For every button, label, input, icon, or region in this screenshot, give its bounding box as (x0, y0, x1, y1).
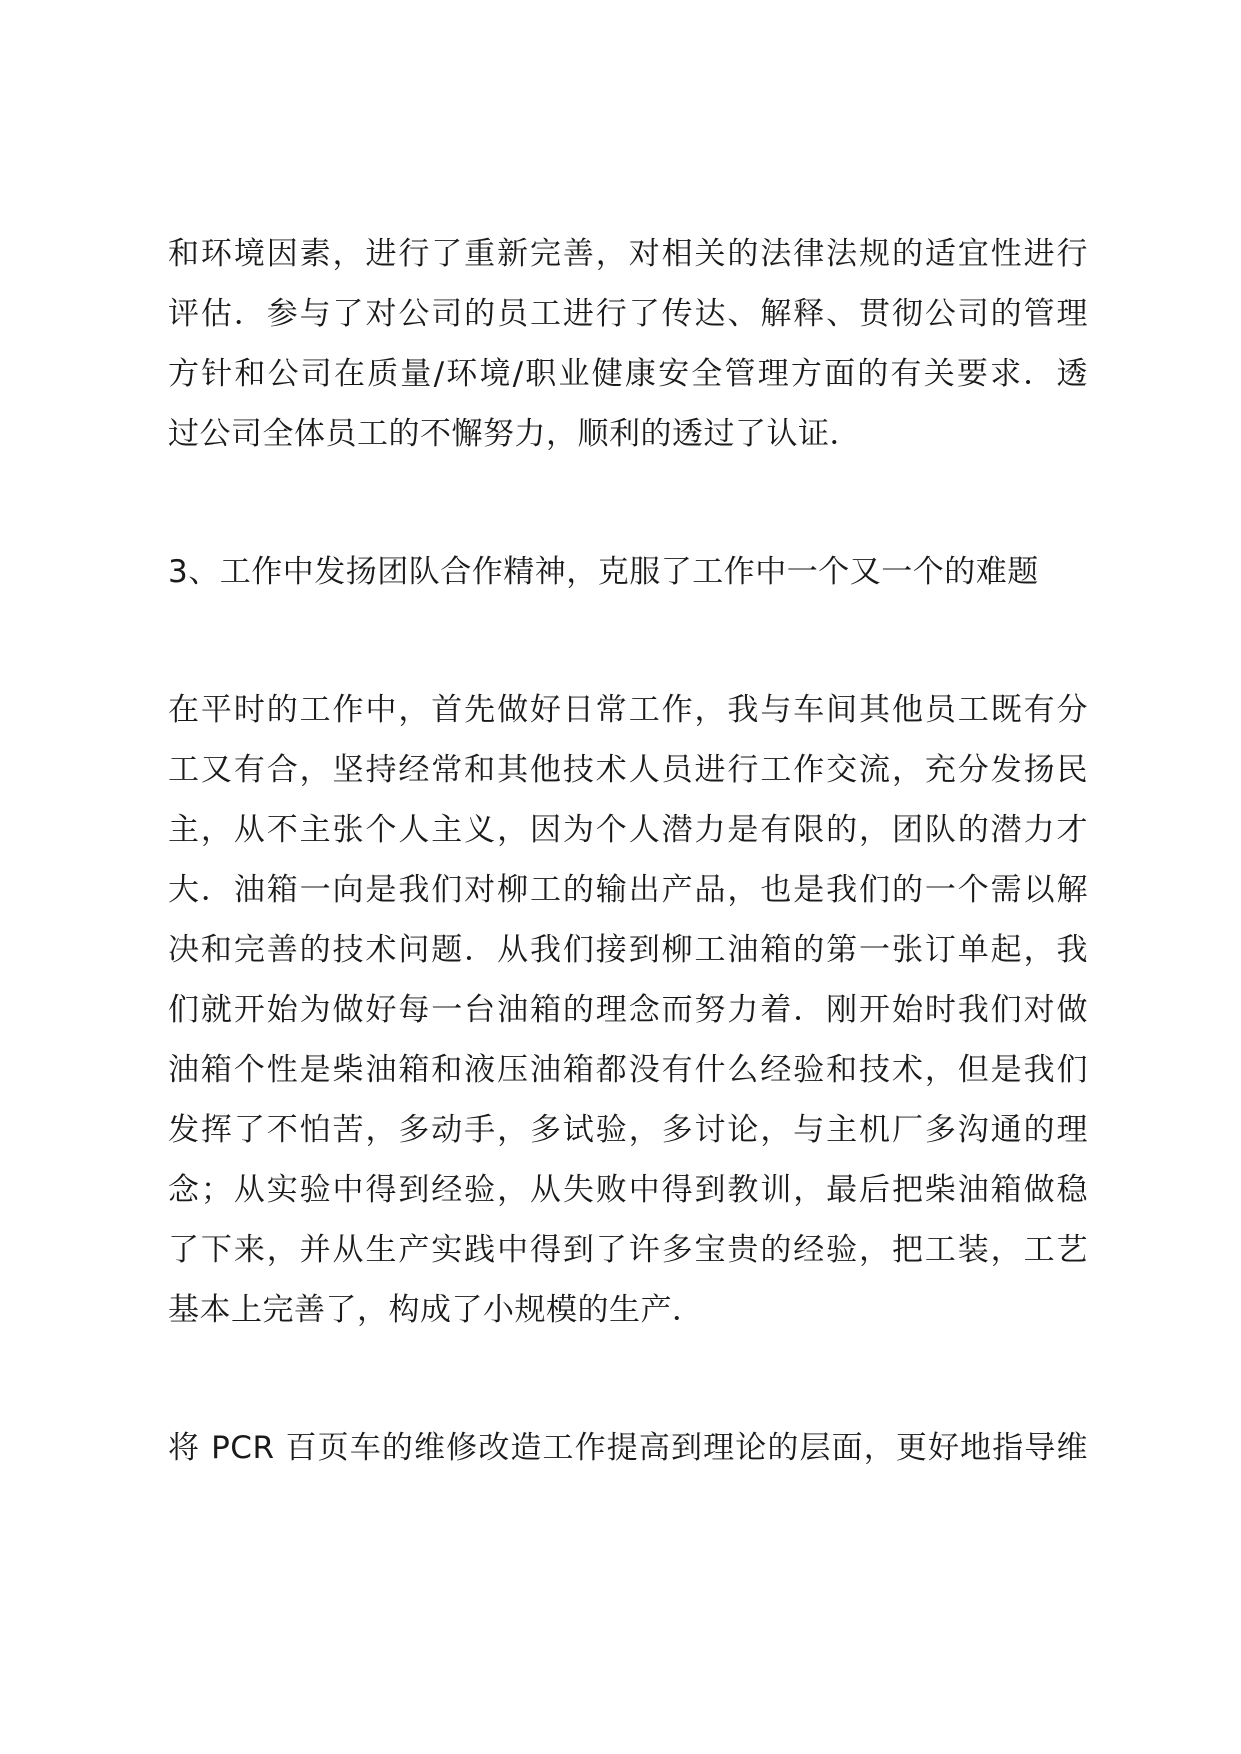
paragraph-2-line-3: 主，从不主张个人主义，因为个人潜力是有限的，团队的潜力才 (168, 812, 1088, 848)
paragraph-1-line-1: 和环境因素，进行了重新完善，对相关的法律法规的适宜性进行 (168, 236, 1088, 272)
paragraph-2-line-7: 油箱个性是柴油箱和液压油箱都没有什么经验和技术，但是我们 (168, 1052, 1088, 1088)
paragraph-2-line-5: 决和完善的技术问题．从我们接到柳工油箱的第一张订单起，我 (168, 932, 1088, 968)
paragraph-2-line-1: 在平时的工作中，首先做好日常工作，我与车间其他员工既有分 (168, 692, 1088, 728)
paragraph-2-line-9: 念；从实验中得到经验，从失败中得到教训，最后把柴油箱做稳 (168, 1172, 1088, 1208)
paragraph-2-line-11: 基本上完善了，构成了小规模的生产． (168, 1292, 704, 1328)
paragraph-2-line-8: 发挥了不怕苦，多动手，多试验，多讨论，与主机厂多沟通的理 (168, 1112, 1088, 1148)
paragraph-2-line-6: 们就开始为做好每一台油箱的理念而努力着．刚开始时我们对做 (168, 992, 1088, 1028)
paragraph-2-line-2: 工又有合，坚持经常和其他技术人员进行工作交流，充分发扬民 (168, 752, 1088, 788)
paragraph-1-line-3: 方针和公司在质量/环境/职业健康安全管理方面的有关要求．透 (168, 356, 1088, 392)
section-heading-3: 3、工作中发扬团队合作精神，克服了工作中一个又一个的难题 (168, 554, 1039, 590)
paragraph-1-line-2: 评估．参与了对公司的员工进行了传达、解释、贯彻公司的管理 (168, 296, 1088, 332)
paragraph-3-line-1: 将 PCR 百页车的维修改造工作提高到理论的层面，更好地指导维 (168, 1430, 1088, 1466)
paragraph-2-line-10: 了下来，并从生产实践中得到了许多宝贵的经验，把工装，工艺 (168, 1232, 1088, 1268)
paragraph-1-line-4: 过公司全体员工的不懈努力，顺利的透过了认证． (168, 416, 861, 452)
paragraph-2-line-4: 大．油箱一向是我们对柳工的输出产品，也是我们的一个需以解 (168, 872, 1088, 908)
